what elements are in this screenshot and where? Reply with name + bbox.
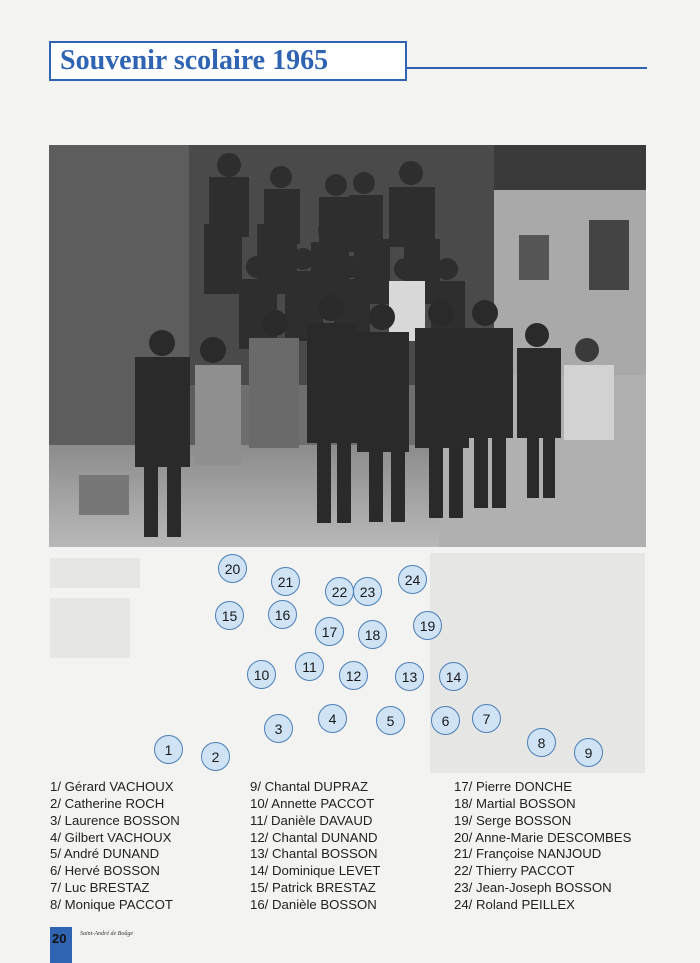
marker-4: 4 [318,704,347,733]
names-column-3 [454,779,631,914]
name-entry: 16/ Danièle BOSSON [250,896,377,912]
marker-24: 24 [398,565,427,594]
name-entry: 23/ Jean-Joseph BOSSON [454,880,612,896]
name-entry: 7/ Luc BRESTAZ [50,880,150,896]
name-entry: 15/ Patrick BRESTAZ [250,880,376,896]
name-entry: 5/ André DUNAND [50,846,160,862]
marker-8: 8 [527,728,556,757]
marker-19: 19 [413,611,442,640]
marker-3: 3 [264,714,293,743]
marker-12: 12 [339,661,368,690]
marker-5: 5 [376,706,405,735]
name-entry: 24/ Roland PEILLEX [454,896,575,912]
marker-11: 11 [295,652,324,681]
name-entry: 18/ Martial BOSSON [454,795,576,811]
class-photo [49,145,646,547]
marker-2: 2 [201,742,230,771]
name-entry: 13/ Chantal BOSSON [250,846,378,862]
page-title: Souvenir scolaire 1965 [60,45,329,76]
name-entry: 14/ Dominique LEVET [250,863,381,879]
marker-7: 7 [472,704,501,733]
name-entry: 10/ Annette PACCOT [250,795,375,811]
name-entry: 8/ Monique PACCOT [50,896,173,912]
marker-22: 22 [325,577,354,606]
marker-23: 23 [353,577,382,606]
marker-21: 21 [271,567,300,596]
marker-17: 17 [315,617,344,646]
marker-16: 16 [268,600,297,629]
marker-6: 6 [431,706,460,735]
title-box [49,41,407,81]
marker-15: 15 [215,601,244,630]
name-entry: 9/ Chantal DUPRAZ [250,779,368,794]
marker-13: 13 [395,662,424,691]
name-entry: 22/ Thierry PACCOT [454,863,575,879]
marker-1: 1 [154,735,183,764]
name-entry: 2/ Catherine ROCH [50,795,165,811]
name-entry: 3/ Laurence BOSSON [50,812,180,828]
name-entry: 19/ Serge BOSSON [454,812,572,828]
name-entry: 12/ Chantal DUNAND [250,829,378,845]
name-entry: 4/ Gilbert VACHOUX [50,829,172,845]
marker-14: 14 [439,662,468,691]
name-entry: 11/ Danièle DAVAUD [250,812,373,828]
marker-20: 20 [218,554,247,583]
name-entry: 20/ Anne-Marie DESCOMBES [454,829,632,845]
names-column-2 [250,779,380,914]
footer-source: Saint-André de Boâge [80,931,133,937]
names-column-1 [50,779,180,914]
marker-9: 9 [574,738,603,767]
title-rule [407,67,647,69]
marker-18: 18 [358,620,387,649]
name-entry: 21/ Françoise NANJOUD [454,846,602,862]
name-entry: 6/ Hervé BOSSON [50,863,160,879]
marker-10: 10 [247,660,276,689]
name-entry: 1/ Gérard VACHOUX [50,779,174,794]
page-number: 20 [52,931,67,946]
name-entry: 17/ Pierre DONCHE [454,779,572,794]
